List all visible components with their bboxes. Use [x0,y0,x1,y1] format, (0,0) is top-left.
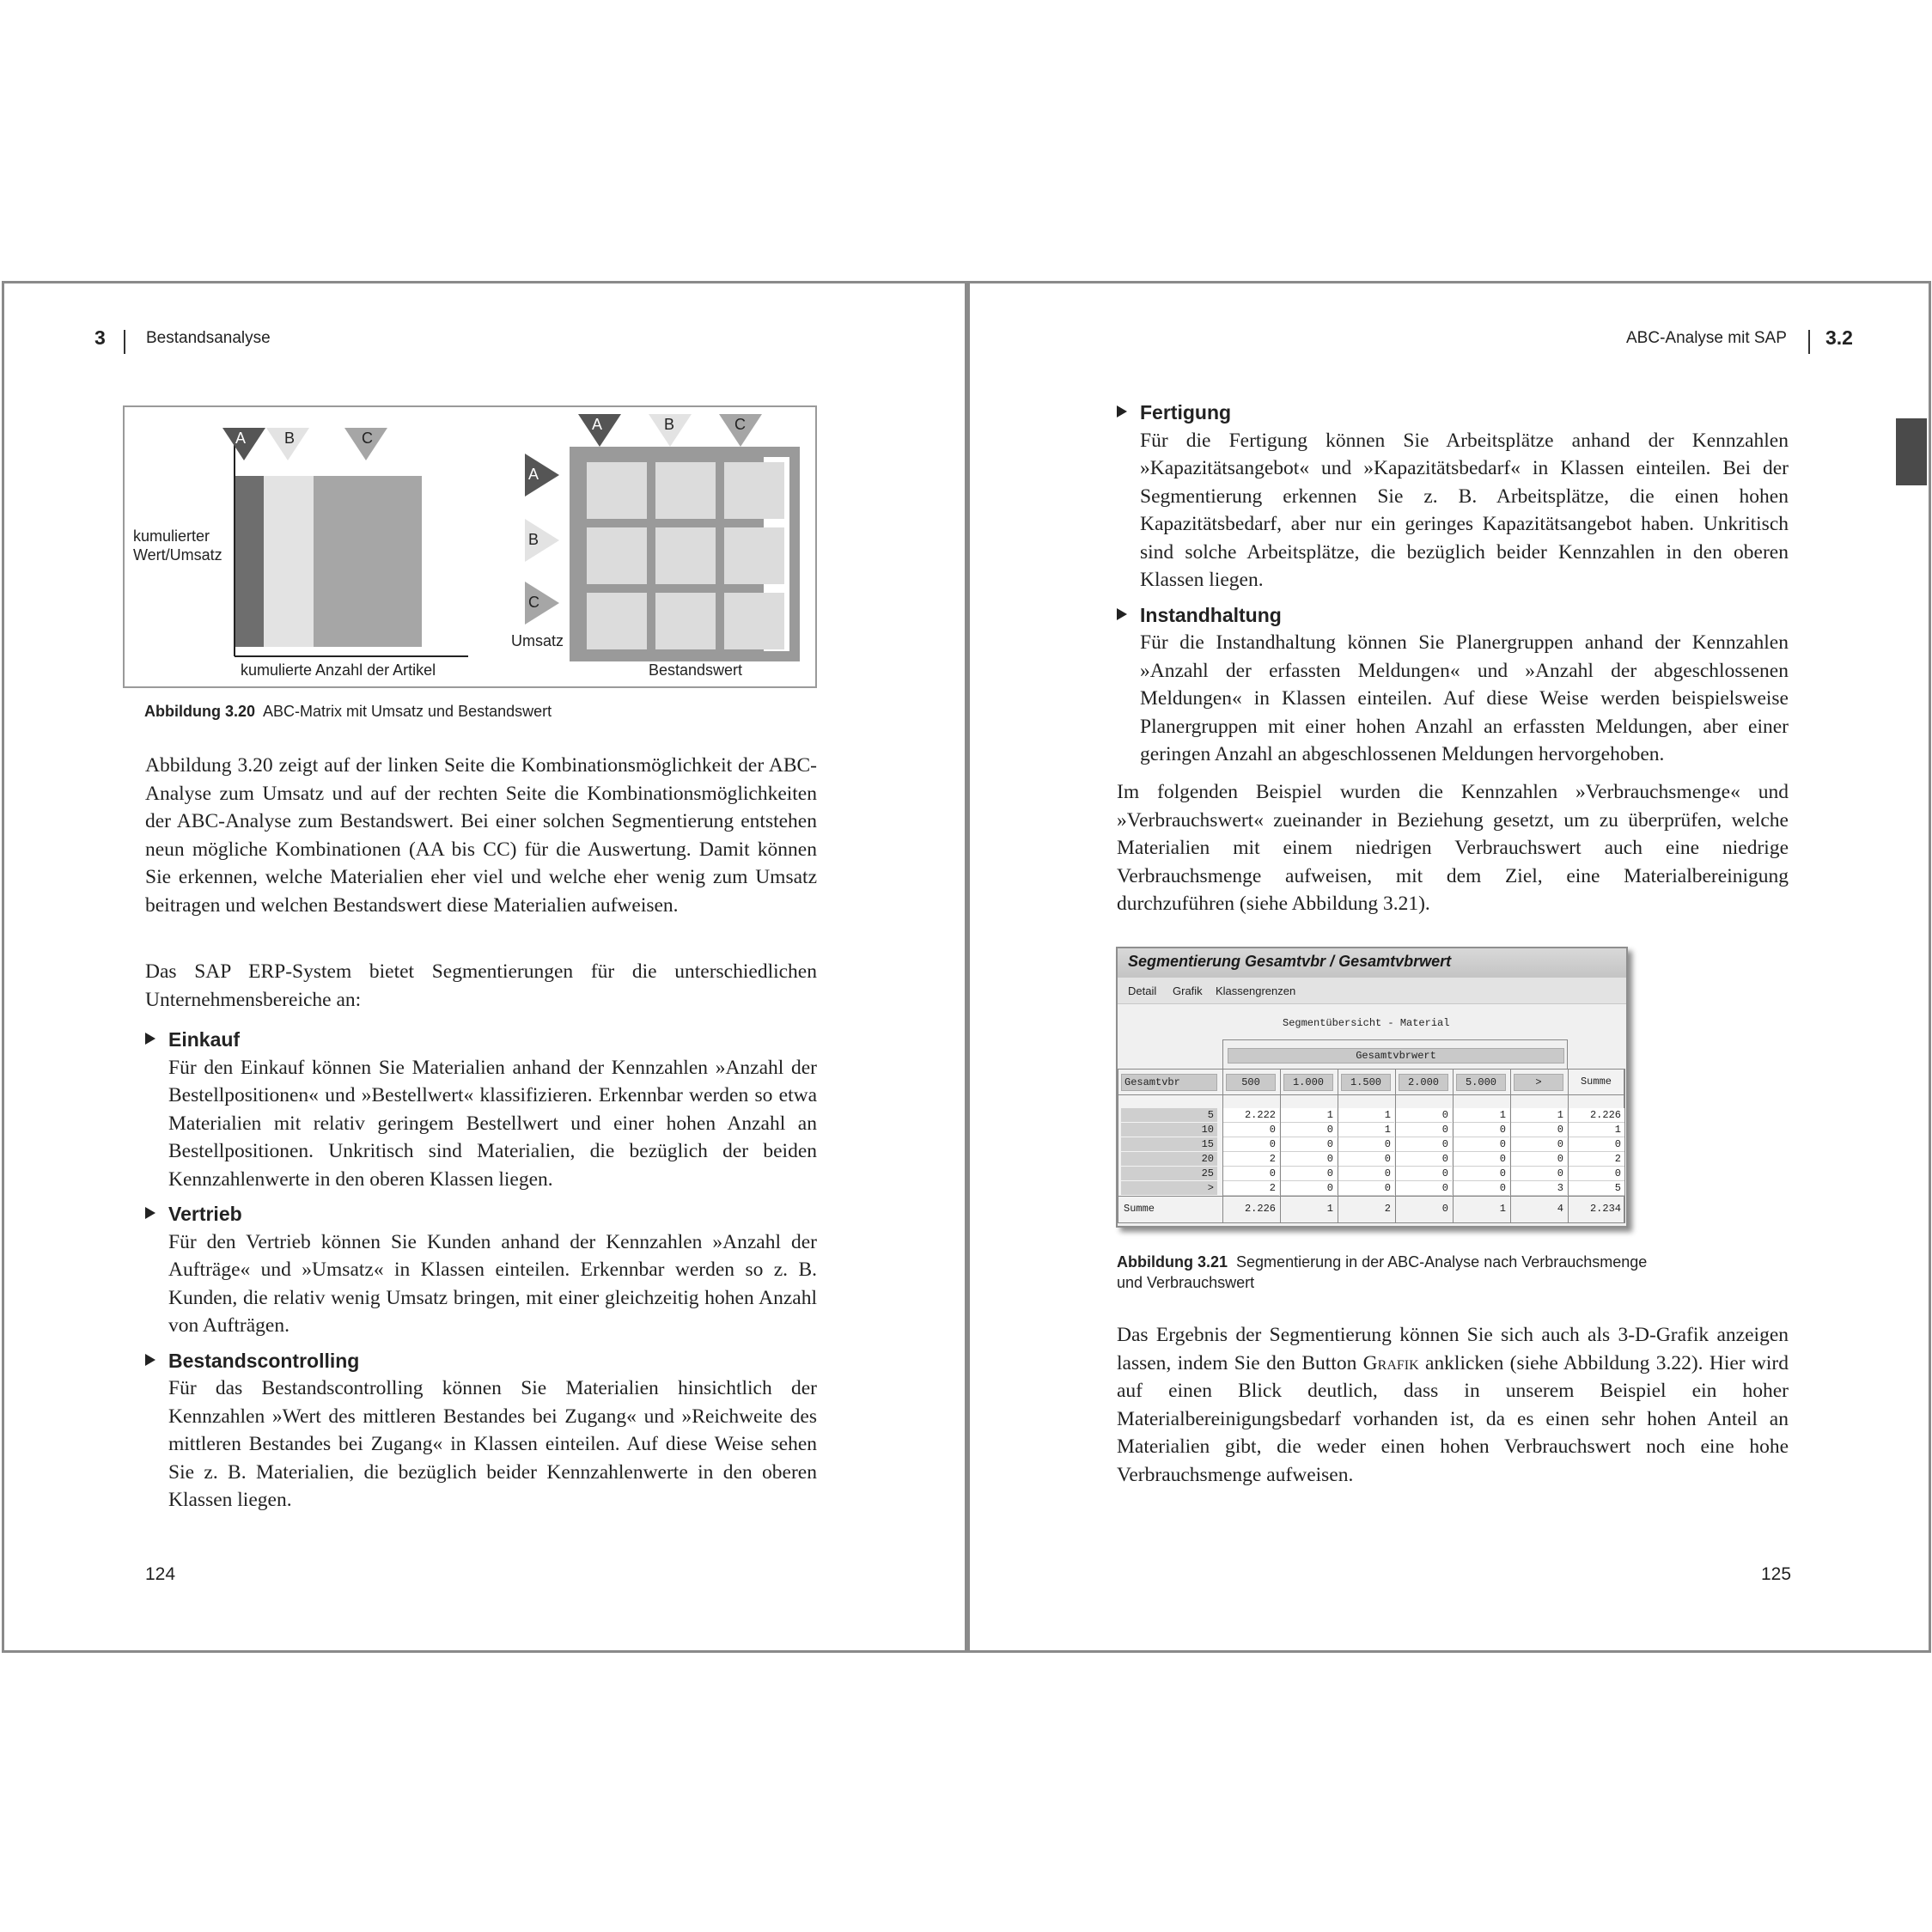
thumb-tab [1896,418,1927,485]
left-bullet-list [145,1026,817,1521]
triangle-top-label-c: C [734,416,746,433]
table-cell: 0 [1453,1137,1509,1152]
bullet-text: Für die Instandhaltung können Sie Planergruppen anhand der Kennzahlen »Anzahl der erfassten Meldungen« und »Anzahl der abgeschlossenen Meldungen« in Klassen einteilen. Auf diese Weise werden beispielsweise Planergruppen mit einer hohen Anzahl an erfassten Meldungen, aber einer geringen Anzahl an abgeschlossenen Meldungen hervorgehoben. [1140,631,1789,765]
column-header: 2.000 [1399,1074,1448,1091]
grid-vline [1222,1069,1223,1223]
bullet-text: Für die Fertigung können Sie Arbeitsplätze anhand der Kennzahlen »Kapazitätsangebot« und »Kapazitätsbedarf« in Klassen einteilen. Bei der Segmentierung erkennen Sie z. B. Arbeitsplätze, die einen hohen Kapazitätsbedarf, aber nur ein geringes Kapazitätsangebot haben. Unkritisch sind solche Arbeitsplätze, die bezüglich beider Kennzahlen in den oberen Klassen liegen. [1140,429,1789,591]
grid-vline [1624,1069,1625,1223]
sum-cell: 1 [1326,1203,1333,1215]
bar-b [264,476,314,647]
table-cell: 2 [1568,1152,1624,1167]
bullet-title: Einkauf [168,1028,241,1051]
y-axis-label-line2: Wert/Umsatz [133,546,222,564]
table-cell: 0 [1395,1123,1452,1137]
caption-label: Abbildung 3.21 [1117,1253,1228,1271]
caption-line1: Segmentierung in der ABC-Analyse nach Verbrauchsmenge [1236,1253,1648,1271]
grid-vline [1510,1069,1511,1223]
bullet-triangle-icon [1117,608,1127,620]
table-cell: 1 [1568,1123,1624,1137]
bullet-text: Für den Vertrieb können Sie Kunden anhand der Kennzahlen »Anzahl der Aufträge« und »Umsatz« in Klassen einteilen. Erkennbar werden so z. B. Kunden, die relativ wenig Umsatz bringen, mit einer gleichzeitig hohen Anzahl von Aufträgen. [168,1230,817,1337]
bullet-title: Fertigung [1140,401,1232,424]
sum-cell: 0 [1441,1203,1448,1215]
bar-c [314,476,422,647]
bullet-bestandscontrolling [145,1347,817,1515]
sap-menu-bar [1118,978,1626,1004]
right-paragraph-2 [1117,1321,1789,1489]
table-cell: 2 [1222,1152,1279,1167]
triangle-side-label-c: C [528,594,539,611]
table-cell: 0 [1280,1123,1337,1137]
table-cell: 0 [1510,1152,1567,1167]
table-cell: 1 [1338,1108,1394,1123]
row-label: 25 [1121,1167,1217,1181]
bullet-text: Für das Bestandscontrolling können Sie Materialien hinsichtlich der Kennzahlen »Wert des mittleren Bestandes bei Zugang« und »Reichweite des mittleren Bestandes bei Zugang« in Klassen einteilen. Auf diese Weise sehen Sie z. B. Materialien, die bezüglich beider Kennzahlenwerte in den oberen Klassen liegen. [168,1377,817,1511]
table-cell: 0 [1568,1167,1624,1181]
table-cell: 1 [1338,1123,1394,1137]
table-cell: 0 [1338,1137,1394,1152]
chapter-number: 3 [94,326,106,349]
sum-cell: 2.226 [1244,1203,1276,1215]
table-cell: 0 [1280,1137,1337,1152]
sum-cell: 2.234 [1589,1203,1621,1215]
bullet-text: Für den Einkauf können Sie Materialien anhand der Kennzahlen »Anzahl der Bestellpositionen« und »Bestellwert« klassifizieren. Erkennbar werden so etwa Materialien mit relativ geringem Bestellwert und einer hohen Anzahl an Bestellpositionen. Unkritisch sind Materialien, die bezüglich der beiden Kennzahlenwerte in den oberen Klassen liegen. [168,1056,817,1191]
bullet-triangle-icon [145,1354,155,1366]
chapter-title: Bestandsanalyse [146,329,271,347]
table-cell: 0 [1280,1152,1337,1167]
sum-cell: 1 [1499,1203,1506,1215]
abc-matrix-graphic [125,407,815,686]
table-cell: 1 [1510,1108,1567,1123]
table-cell: 0 [1395,1167,1452,1181]
bullet-fertigung [1117,399,1789,594]
left-page-number: 124 [145,1564,176,1584]
x-axis-label-left: kumulierte Anzahl der Artikel [241,661,436,679]
matrix-cells [587,462,784,649]
row-label: 20 [1121,1152,1217,1167]
row-label: 5 [1121,1108,1217,1123]
triangle-top-label-a: A [592,416,603,433]
bullet-triangle-icon [145,1207,155,1219]
column-header: 1.000 [1283,1074,1333,1091]
table-cell: 0 [1222,1137,1279,1152]
table-cell: 2.222 [1222,1108,1279,1123]
grid-hline [1118,1094,1624,1095]
sum-cell: 4 [1557,1203,1563,1215]
sap-window-title: Segmentierung Gesamtvbr / Gesamtvbrwert [1128,953,1452,970]
right-page-number: 125 [1761,1564,1792,1584]
section-number: 3.2 [1825,326,1853,349]
section-title: ABC-Analyse mit SAP [1626,329,1787,347]
grid-hline [1118,1196,1624,1197]
column-header: Summe [1580,1076,1612,1088]
table-cell: 0 [1453,1167,1509,1181]
triangle-label-b: B [284,430,296,447]
column-header: 5.000 [1456,1074,1506,1091]
group-header: Gesamtvbrwert [1228,1048,1564,1064]
table-cell: 0 [1453,1181,1509,1196]
row-header: Gesamtvbr [1121,1074,1217,1091]
paragraph2-part-a: Das Ergebnis der Segmentierung können Sie sich auch als 3-D-Grafik anzeigen lassen, indem Sie den Button [1117,1324,1789,1374]
menu-klassengrenzen[interactable]: Klassengrenzen [1216,984,1296,997]
table-cell: 5 [1568,1181,1624,1196]
row-label: 15 [1121,1137,1217,1152]
sap-title-bar [1118,948,1626,978]
bullet-instandhaltung [1117,601,1789,769]
column-header: 1.500 [1341,1074,1391,1091]
table-cell: 0 [1222,1167,1279,1181]
table-cell: 0 [1280,1181,1337,1196]
table-cell: 0 [1395,1108,1452,1123]
sap-subtitle: Segmentübersicht - Material [1283,1017,1450,1029]
column-header: 500 [1226,1074,1276,1091]
table-cell: 0 [1453,1152,1509,1167]
table-cell: 2 [1222,1181,1279,1196]
sum-cell: 2 [1384,1203,1391,1215]
right-paragraph-1: Im folgenden Beispiel wurden die Kennzahlen »Verbrauchsmenge« und »Verbrauchswert« zueinander in Beziehung gesetzt, um zu überprüfen, welche Materialien mit einem niedrigen Verbrauchswert auch eine niedrige Verbrauchsmenge aufweisen, mit dem Ziel, eine Materialbereinigung durchzuführen (siehe Abbildung 3.21). [1117,781,1789,915]
right-bullet-list [1117,399,1789,776]
table-cell: 0 [1510,1167,1567,1181]
table-cell: 0 [1280,1167,1337,1181]
table-cell: 0 [1453,1123,1509,1137]
sap-segmentation-window [1116,947,1628,1228]
grid-vline [1568,1069,1569,1223]
bullet-einkauf [145,1026,817,1193]
table-cell: 2.226 [1568,1108,1624,1123]
menu-detail[interactable]: Detail [1128,984,1157,997]
triangle-label-a: A [235,430,247,447]
side-axis-label: Umsatz [511,632,564,649]
header-divider-right [1808,330,1810,354]
menu-grafik[interactable]: Grafik [1173,984,1203,997]
grid-vline [1395,1069,1396,1223]
bullet-title: Instandhaltung [1140,603,1282,626]
table-cell: 0 [1395,1181,1452,1196]
triangle-label-c: C [362,430,373,447]
sum-label: Summe [1124,1203,1155,1215]
left-paragraph-2: Das SAP ERP-System bietet Segmentierungen für die unterschiedlichen Unternehmensbereiche an: [145,960,817,1011]
caption-line2: und Verbrauchswert [1117,1274,1255,1291]
column-header: > [1514,1074,1563,1091]
table-cell: 0 [1222,1123,1279,1137]
table-cell: 1 [1280,1108,1337,1123]
grid-vline [1453,1069,1454,1223]
table-cell: 0 [1395,1137,1452,1152]
paragraph2-part-b: anklicken (siehe Abbildung 3.22). Hier wird auf einen Blick deutlich, dass in unserem Beispiel ein hoher Materialbereinigungsbedarf vorhanden ist, da es einen sehr hohen Anteil an Materialien gibt, die weder einen hohen Verbrauchswert noch eine hohe Verbrauchsmenge aufweisen. [1117,1351,1789,1486]
figure-caption-320 [144,701,552,722]
y-axis-label-line1: kumulierter [133,527,210,545]
caption-text: ABC-Matrix mit Umsatz und Bestandswert [263,703,552,720]
table-cell: 0 [1338,1181,1394,1196]
table-cell: 0 [1510,1123,1567,1137]
triangle-top-label-b: B [664,416,675,433]
table-cell: 0 [1395,1152,1452,1167]
bullet-vertrieb [145,1200,817,1340]
figure-abc-matrix [123,405,817,688]
grid-vline [1280,1069,1281,1223]
grafik-button-reference: Grafik [1362,1351,1419,1374]
bar-a [235,476,264,647]
header-divider [124,330,125,354]
triangle-side-label-b: B [528,531,539,548]
caption-label: Abbildung 3.20 [144,703,256,720]
table-cell: 1 [1453,1108,1509,1123]
figure-caption-321 [1117,1252,1647,1293]
row-label: 10 [1121,1123,1217,1137]
bullet-triangle-icon [1117,405,1127,417]
table-cell: 0 [1510,1137,1567,1152]
table-cell: 3 [1510,1181,1567,1196]
row-label: > [1121,1181,1217,1196]
table-cell: 0 [1338,1152,1394,1167]
left-paragraph-1: Abbildung 3.20 zeigt auf der linken Seite die Kombinationsmöglichkeit der ABC-Analyse zum Umsatz und auf der rechten Seite die Kombinationsmöglichkeiten der ABC-Analyse zum Bestandswert. Bei einer solchen Segmentierung entstehen neun mögliche Kombinationen (AA bis CC) für die Auswertung. Damit können Sie erkennen, welche Materialien eher viel und welche eher wenig zum Umsatz beitragen und welchen Bestandswert diese Materialien aufweisen. [145,754,817,917]
x-axis-label-right: Bestandswert [649,661,743,679]
triangle-side-label-a: A [528,466,539,483]
table-cell: 0 [1338,1167,1394,1181]
table-cell: 0 [1568,1137,1624,1152]
bullet-triangle-icon [145,1033,155,1045]
bullet-title: Bestandscontrolling [168,1349,360,1372]
bullet-title: Vertrieb [168,1203,242,1225]
